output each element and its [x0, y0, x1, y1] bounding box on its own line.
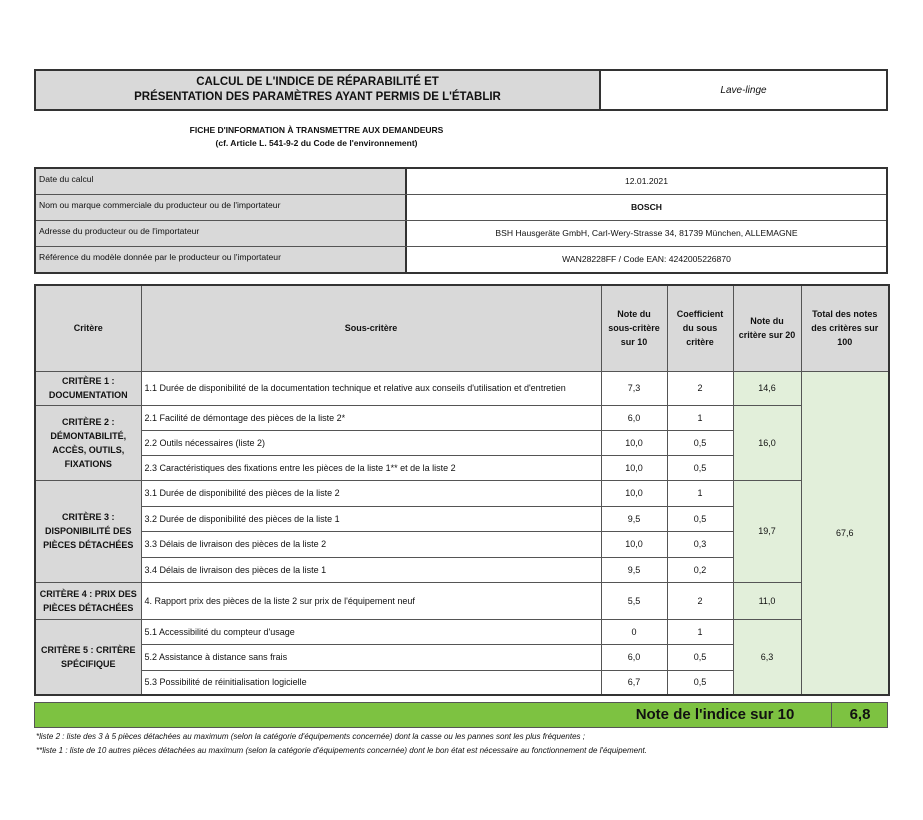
subcriterion-coef: 0,2 [667, 557, 733, 582]
subcriterion-label: 3.2 Durée de disponibilité des pièces de la liste 1 [141, 506, 601, 531]
subcriterion-note: 5,5 [601, 582, 667, 619]
subcriterion-coef: 2 [667, 371, 733, 405]
final-score-bar [34, 702, 888, 728]
title-line-2: PRÉSENTATION DES PARAMÈTRES AYANT PERMIS DE L'ÉTABLIR [134, 91, 501, 103]
subcriterion-note: 0 [601, 619, 667, 644]
fiche-line-2: (cf. Article L. 541-9-2 du Code de l'environnement) [215, 138, 418, 148]
subcriterion-label: 3.4 Délais de livraison des pièces de la liste 1 [141, 557, 601, 582]
info-label: Date du calcul [36, 169, 407, 194]
subcriterion-note: 10,0 [601, 430, 667, 455]
info-value: BOSCH [630, 202, 663, 212]
criterion-name: CRITÈRE 4 : PRIX DES PIÈCES DÉTACHÉES [35, 582, 141, 619]
subcriterion-note: 6,7 [601, 670, 667, 695]
info-label: Adresse du producteur ou de l'importateur [36, 221, 407, 246]
subcriterion-coef: 0,5 [667, 644, 733, 670]
subcriterion-coef: 0,5 [667, 506, 733, 531]
footnote-list-1: **liste 1 : liste de 10 autres pièces détachées au maximum (selon la catégorie d'équipements concernée) dont le bon état est nécessaire au fonctionnement de l'équipement. [36, 746, 647, 755]
subcriterion-label: 4. Rapport prix des pièces de la liste 2 sur prix de l'équipement neuf [141, 582, 601, 619]
info-row-date [36, 169, 886, 194]
subcriterion-label: 2.3 Caractéristiques des fixations entre les pièces de la liste 1** et de la liste 2 [141, 455, 601, 480]
subcriterion-coef: 1 [667, 405, 733, 430]
subcriterion-coef: 2 [667, 582, 733, 619]
header-critere: Critère [35, 285, 141, 371]
header-note-sous-critere: Note du sous-critère sur 10 [601, 285, 667, 371]
subcriterion-coef: 0,5 [667, 670, 733, 695]
info-row-reference [36, 246, 886, 272]
criterion-note-20: 14,6 [733, 371, 801, 405]
subcriterion-label: 5.1 Accessibilité du compteur d'usage [141, 619, 601, 644]
title-block [34, 69, 888, 111]
subcriterion-coef: 0,5 [667, 455, 733, 480]
subcriterion-label: 5.2 Assistance à distance sans frais [141, 644, 601, 670]
subcriterion-note: 10,0 [601, 480, 667, 506]
subcriterion-coef: 1 [667, 619, 733, 644]
subcriterion-note: 9,5 [601, 506, 667, 531]
subcriterion-coef: 0,3 [667, 531, 733, 557]
scoring-table [34, 284, 890, 696]
header-sous-critere: Sous-critère [141, 285, 601, 371]
criterion-name: CRITÈRE 5 : CRITÈRE SPÉCIFIQUE [35, 619, 141, 695]
info-label: Nom ou marque commerciale du producteur ou de l'importateur [36, 195, 407, 220]
criterion-note-20: 6,3 [733, 619, 801, 695]
subcriterion-note: 10,0 [601, 455, 667, 480]
subcriterion-label: 3.3 Délais de livraison des pièces de la liste 2 [141, 531, 601, 557]
criterion-note-20: 11,0 [733, 582, 801, 619]
header-coefficient: Coefficient du sous critère [667, 285, 733, 371]
table-row [35, 480, 889, 506]
subcriterion-label: 5.3 Possibilité de réinitialisation logicielle [141, 670, 601, 695]
product-type: Lave-linge [720, 84, 767, 96]
criterion-note-20: 16,0 [733, 405, 801, 480]
title [36, 71, 601, 109]
final-score-value: 6,8 [831, 703, 888, 727]
table-header-row [35, 285, 889, 371]
info-value: BSH Hausgeräte GmbH, Carl-Wery-Strasse 34, 81739 München, ALLEMAGNE [495, 228, 798, 238]
subcriterion-note: 6,0 [601, 405, 667, 430]
criterion-name: CRITÈRE 2 : DÉMONTABILITÉ, ACCÈS, OUTILS, FIXATIONS [35, 405, 141, 480]
subcriterion-label: 3.1 Durée de disponibilité des pièces de la liste 2 [141, 480, 601, 506]
subcriterion-coef: 0,5 [667, 430, 733, 455]
info-value: WAN28228FF / Code EAN: 4242005226870 [562, 254, 731, 264]
fiche-subtitle [34, 124, 599, 150]
subcriterion-note: 7,3 [601, 371, 667, 405]
footnote-list-2: *liste 2 : liste des 3 à 5 pièces détachées au maximum (selon la catégorie d'équipements concernée) dont la casse ou les pannes sont les plus fréquentes ; [36, 732, 585, 741]
fiche-line-1: FICHE D'INFORMATION À TRANSMETTRE AUX DEMANDEURS [189, 125, 444, 135]
criterion-name: CRITÈRE 1 : DOCUMENTATION [35, 371, 141, 405]
header-total: Total des notes des critères sur 100 [801, 285, 889, 371]
info-label: Référence du modèle donnée par le producteur ou l'importateur [36, 247, 407, 272]
table-row [35, 405, 889, 430]
subcriterion-note: 6,0 [601, 644, 667, 670]
table-row [35, 582, 889, 619]
criterion-note-20: 19,7 [733, 480, 801, 582]
subcriterion-note: 9,5 [601, 557, 667, 582]
subcriterion-label: 2.1 Facilité de démontage des pièces de la liste 2* [141, 405, 601, 430]
info-table [34, 167, 888, 274]
table-row [35, 619, 889, 644]
table-row [35, 371, 889, 405]
title-line-1: CALCUL DE L'INDICE DE RÉPARABILITÉ ET [196, 76, 439, 88]
header-note-critere: Note du critère sur 20 [733, 285, 801, 371]
info-value: 12.01.2021 [624, 176, 668, 186]
subcriterion-label: 2.2 Outils nécessaires (liste 2) [141, 430, 601, 455]
total-score: 67,6 [801, 371, 889, 695]
info-row-address [36, 220, 886, 246]
subcriterion-coef: 1 [667, 480, 733, 506]
criterion-name: CRITÈRE 3 : DISPONIBILITÉ DES PIÈCES DÉTACHÉES [35, 480, 141, 582]
final-score-label: Note de l'indice sur 10 [635, 706, 795, 723]
subcriterion-note: 10,0 [601, 531, 667, 557]
subcriterion-label: 1.1 Durée de disponibilité de la documentation technique et relative aux conseils d'utilisation et d'entretien [141, 371, 601, 405]
info-row-brand [36, 194, 886, 220]
